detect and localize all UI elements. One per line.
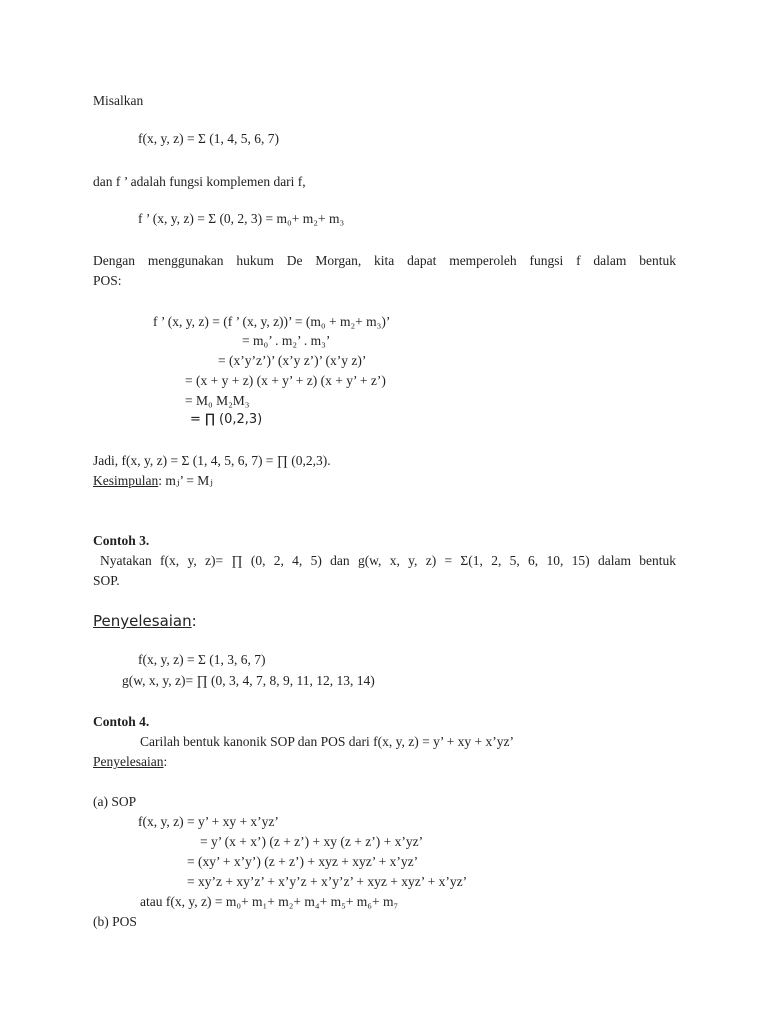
text-kesimpulan bbox=[93, 472, 213, 490]
solution-f: f(x, y, z) = Σ (1, 3, 6, 7) bbox=[138, 652, 266, 667]
penyelesaian-colon-1: : bbox=[191, 612, 197, 630]
derivation-line-5: = M₀ M₂M₃ bbox=[185, 393, 250, 408]
derivation-line-3: = (x’y’z’)’ (x’y z’)’ (x’y z)’ bbox=[218, 353, 367, 368]
text-komplemen: dan f ’ adalah fungsi komplemen dari f, bbox=[93, 174, 306, 189]
sop-line-4: = xy’z + xy’z’ + x’y’z + x’y’z’ + xyz + xyz’ + x’yz’ bbox=[187, 874, 468, 889]
heading-sop: (a) SOP bbox=[93, 794, 137, 809]
kesimpulan-formula: : mⱼ’ = Mⱼ bbox=[158, 473, 213, 488]
text-pos: POS: bbox=[93, 273, 122, 288]
text-jadi: Jadi, f(x, y, z) = Σ (1, 4, 5, 6, 7) = ∏ (0,2,3). bbox=[93, 453, 331, 468]
sop-line-3: = (xy’ + x’y’) (z + z’) + xyz + xyz’ + x’yz’ bbox=[187, 854, 419, 869]
heading-penyelesaian-2 bbox=[93, 753, 167, 771]
kesimpulan-label: Kesimpulan bbox=[93, 473, 159, 488]
function-f-sum: f(x, y, z) = Σ (1, 4, 5, 6, 7) bbox=[138, 131, 279, 146]
text-contoh-4-question: Carilah bentuk kanonik SOP dan POS dari f(x, y, z) = y’ + xy + x’yz’ bbox=[140, 734, 515, 749]
penyelesaian-label-1: Penyelesaian bbox=[93, 612, 192, 630]
derivation-line-4: = (x + y + z) (x + y’ + z) (x + y’ + z’) bbox=[185, 373, 386, 388]
function-f-prime-sum: f ’ (x, y, z) = Σ (0, 2, 3) = m₀+ m₂+ m₃ bbox=[138, 211, 345, 226]
derivation-line-1: f ’ (x, y, z) = (f ’ (x, y, z))’ = (m₀ + m₂+ m₃)’ bbox=[153, 314, 391, 329]
heading-penyelesaian-1 bbox=[93, 612, 197, 630]
solution-g: g(w, x, y, z)= ∏ (0, 3, 4, 7, 8, 9, 11, 12, 13, 14) bbox=[122, 673, 375, 688]
text-contoh-3-sop: SOP. bbox=[93, 573, 120, 588]
sop-line-1: f(x, y, z) = y’ + xy + x’yz’ bbox=[138, 814, 279, 829]
derivation-line-2: = m₀’ . m₂’ . m₃’ bbox=[242, 333, 331, 348]
heading-pos: (b) POS bbox=[93, 914, 137, 929]
penyelesaian-label-2: Penyelesaian bbox=[93, 754, 164, 769]
sop-line-5: atau f(x, y, z) = m₀+ m₁+ m₂+ m₄+ m₅+ m₆+ m₇ bbox=[140, 894, 399, 909]
sop-line-2: = y’ (x + x’) (z + z’) + xy (z + z’) + x’yz’ bbox=[200, 834, 424, 849]
derivation-line-6: = ∏ (0,2,3) bbox=[190, 412, 263, 427]
heading-contoh-3: Contoh 3. bbox=[93, 533, 150, 548]
text-de-morgan: Dengan menggunakan hukum De Morgan, kita dapat memperoleh fungsi f dalam bentuk bbox=[93, 253, 676, 268]
heading-contoh-4: Contoh 4. bbox=[93, 714, 150, 729]
text-misalkan: Misalkan bbox=[93, 93, 144, 108]
penyelesaian-colon-2: : bbox=[163, 754, 168, 769]
text-contoh-3-question: Nyatakan f(x, y, z)= ∏ (0, 2, 4, 5) dan g(w, x, y, z) = Σ(1, 2, 5, 6, 10, 15) dalam bentuk bbox=[100, 553, 676, 568]
